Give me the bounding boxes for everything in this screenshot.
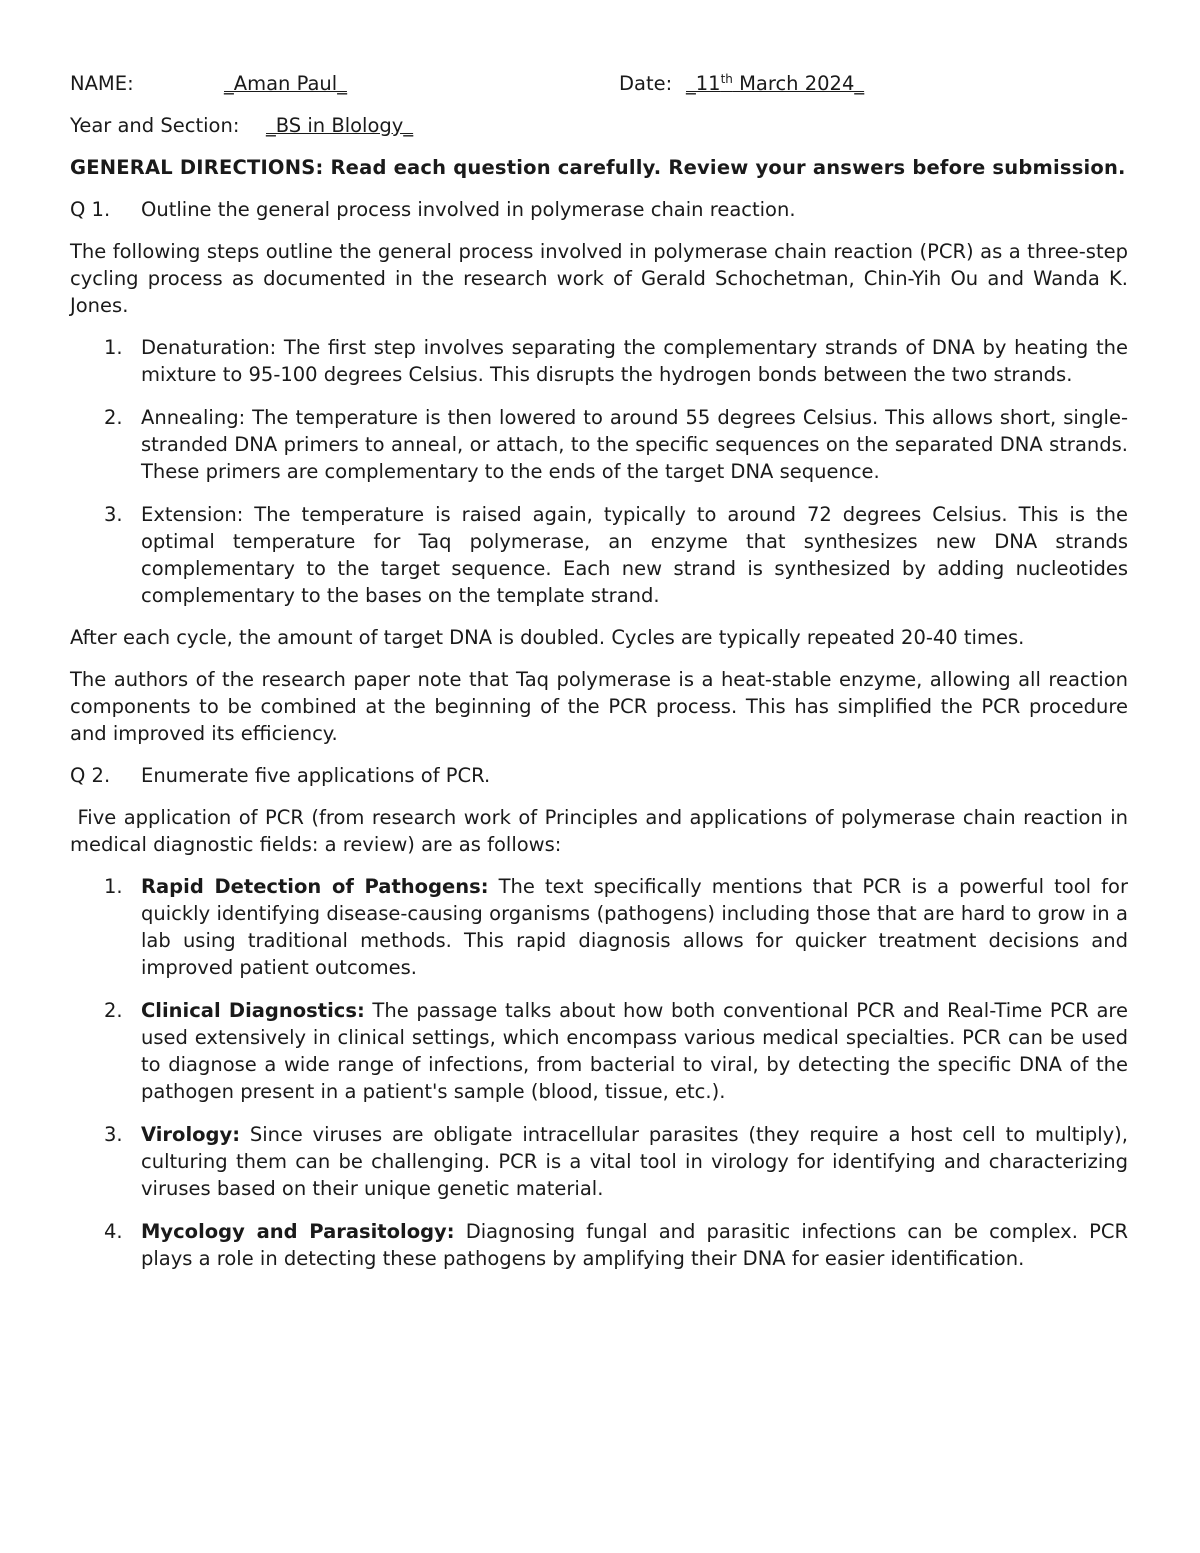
list-number: 2. bbox=[104, 406, 123, 429]
list-item bbox=[70, 501, 1128, 609]
year-value: _BS in Blology_ bbox=[266, 114, 414, 137]
list-text: Diagnosing fungal and parasitic infections can be complex. PCR plays a role in detecting these pathogens by amplifying their DNA for easier identification. bbox=[141, 1220, 1128, 1270]
list-item bbox=[70, 404, 1128, 485]
list-number: 2. bbox=[104, 999, 123, 1022]
name-value: _Aman Paul_ bbox=[224, 72, 347, 95]
name-label: NAME: bbox=[70, 72, 134, 95]
date-suffix: March 2024_ bbox=[732, 72, 865, 95]
q2-question: Enumerate five applications of PCR. bbox=[141, 764, 491, 787]
list-title: Mycology and Parasitology: bbox=[141, 1220, 455, 1243]
list-title: Virology: bbox=[141, 1123, 240, 1146]
header-year-row bbox=[70, 112, 1128, 139]
list-number: 3. bbox=[104, 1123, 123, 1146]
q2-number: Q 2. bbox=[70, 764, 111, 787]
q1-row bbox=[70, 196, 1128, 223]
date-value bbox=[686, 70, 864, 97]
q2-row bbox=[70, 762, 1128, 789]
list-number: 1. bbox=[104, 336, 123, 359]
list-text: Extension: The temperature is raised again, typically to around 72 degrees Celsius. This is the optimal temperature for Taq polymerase, an enzyme that synthesizes new DNA strands complementary to the target sequence. Each new strand is synthesized by adding nucleotides complementary to the bases on the template strand. bbox=[141, 503, 1128, 607]
list-title: Rapid Detection of Pathogens: bbox=[141, 875, 489, 898]
list-title: Clinical Diagnostics: bbox=[141, 999, 365, 1022]
q2-intro: Five application of PCR (from research work of Principles and applications of polymerase chain reaction in medical diagnostic fields: a review) are as follows: bbox=[70, 806, 1135, 856]
date-label: Date: bbox=[619, 72, 673, 95]
list-item bbox=[70, 873, 1128, 981]
list-number: 1. bbox=[104, 875, 123, 898]
q1-authors-note: The authors of the research paper note that Taq polymerase is a heat-stable enzyme, allowing all reaction components to be combined at the beginning of the PCR process. This has simplified the PCR procedure and improved its efficiency. bbox=[70, 668, 1128, 745]
year-label: Year and Section: bbox=[70, 114, 240, 137]
q1-intro: The following steps outline the general process involved in polymerase chain reaction (PCR) as a three-step cycling process as documented in the research work of Gerald Schochetman, Chin-Yih Ou and Wanda K. Jones. bbox=[70, 240, 1128, 317]
q1-steps-list bbox=[70, 334, 1128, 609]
q1-number: Q 1. bbox=[70, 198, 111, 221]
list-item bbox=[70, 1218, 1128, 1272]
list-text: The text specifically mentions that PCR is a powerful tool for quickly identifying disease-causing organisms (pathogens) including those that are hard to grow in a lab using traditional methods. This rapid diagnosis allows for quicker treatment decisions and improved patient outcomes. bbox=[141, 875, 1128, 979]
list-number: 4. bbox=[104, 1220, 123, 1243]
date-superscript: th bbox=[720, 72, 733, 86]
q2-apps-list bbox=[70, 873, 1128, 1272]
list-text: The passage talks about how both conventional PCR and Real-Time PCR are used extensively in clinical settings, which encompass various medical specialties. PCR can be used to diagnose a wide range of infections, from bacterial to viral, by detecting the specific DNA of the pathogen present in a patient's sample (blood, tissue, etc.). bbox=[141, 999, 1128, 1103]
list-number: 3. bbox=[104, 503, 123, 526]
q1-question: Outline the general process involved in polymerase chain reaction. bbox=[141, 198, 796, 221]
list-text: Annealing: The temperature is then lowered to around 55 degrees Celsius. This allows short, single-stranded DNA primers to anneal, or attach, to the specific sequences on the separated DNA strands. These primers are complementary to the ends of the target DNA sequence. bbox=[141, 406, 1128, 483]
list-text: Denaturation: The first step involves separating the complementary strands of DNA by heating the mixture to 95-100 degrees Celsius. This disrupts the hydrogen bonds between the two strands. bbox=[141, 336, 1128, 386]
list-item bbox=[70, 1121, 1128, 1202]
list-item bbox=[70, 997, 1128, 1105]
date-prefix: _11 bbox=[686, 72, 721, 95]
list-text: Since viruses are obligate intracellular parasites (they require a host cell to multiply), culturing them can be challenging. PCR is a vital tool in virology for identifying and characterizing viruses based on their unique genetic material. bbox=[141, 1123, 1128, 1200]
list-item bbox=[70, 334, 1128, 388]
general-directions: GENERAL DIRECTIONS: Read each question carefully. Review your answers before submission. bbox=[70, 156, 1126, 179]
header-name-date-row bbox=[70, 70, 1128, 97]
q1-after: After each cycle, the amount of target DNA is doubled. Cycles are typically repeated 20-40 times. bbox=[70, 626, 1025, 649]
